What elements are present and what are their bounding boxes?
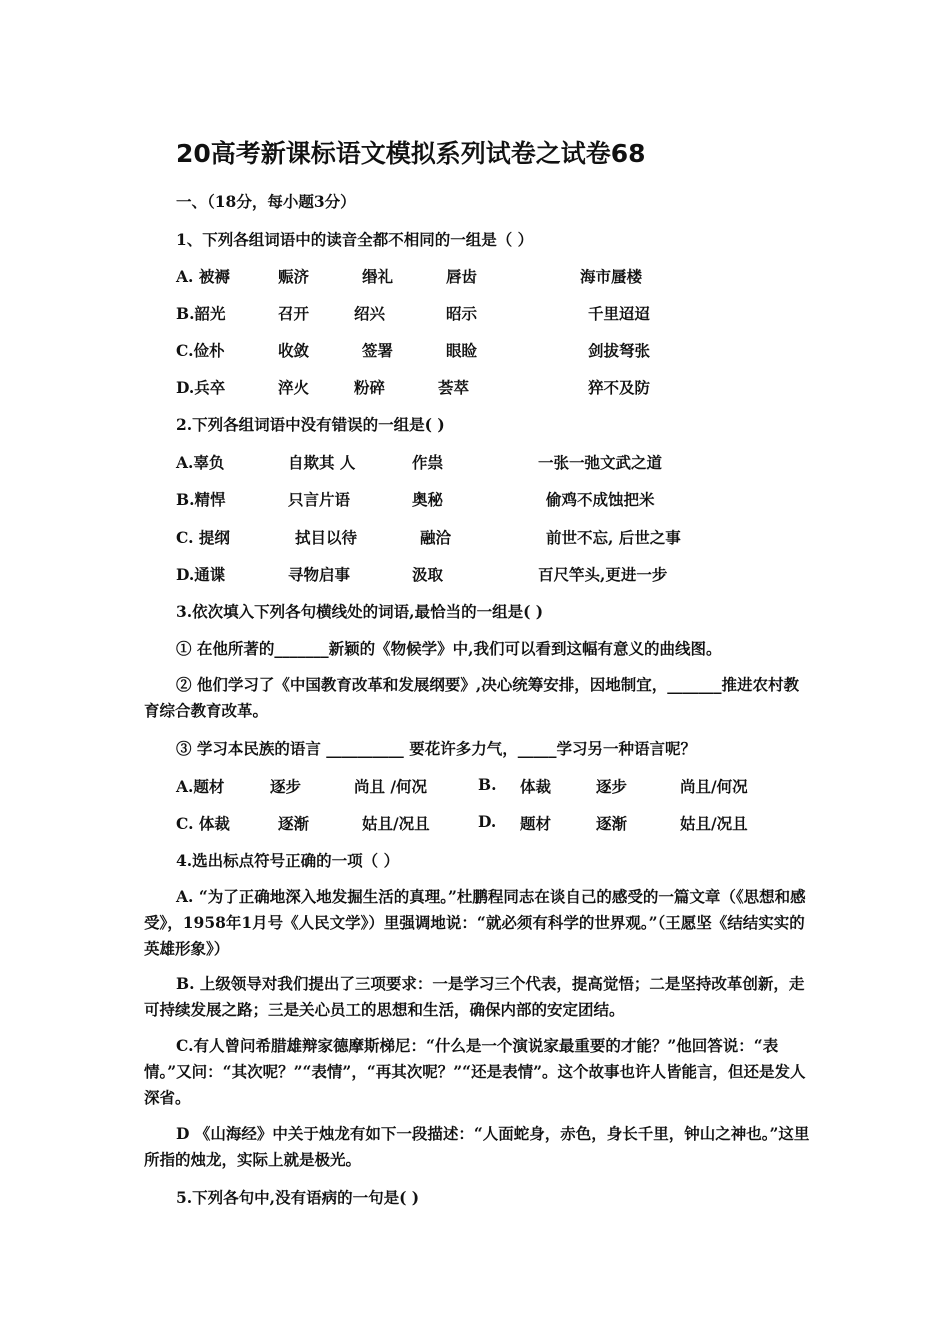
option-cell: A. 被褥 [176, 267, 230, 286]
q4-stem: 4.选出标点符号正确的一项（ ） [176, 851, 400, 870]
option-cell: 赈济 [278, 267, 310, 286]
option-cell: D.兵卒 [176, 378, 226, 397]
option-cell: C. 体裁 [176, 814, 230, 833]
option-cell: B. [478, 775, 497, 794]
option-cell: 逐步 [596, 777, 628, 796]
option-cell: 只言片语 [288, 490, 351, 509]
q3-sentence-2: ② 他们学习了《中国教育改革和发展纲要》,决心统筹安排，因地制宜，_______推进农村教育综合教育改革。 [144, 675, 800, 720]
page-title: 20高考新课标语文模拟系列试卷之试卷68 [176, 139, 646, 168]
option-cell: 昭示 [446, 304, 478, 323]
option-cell: B.精悍 [176, 490, 226, 509]
option-cell: 寻物启事 [288, 565, 351, 584]
option-cell: 偷鸡不成蚀把米 [546, 490, 655, 509]
option-cell: 姑且/况且 [362, 814, 430, 833]
q4-option-c: C.有人曾问希腊雄辩家德摩斯梯尼：“什么是一个演说家最重要的才能？”他回答说：“表情。”又问：“其次呢？”“表情”，“再其次呢？”“还是表情”。这个故事也许人皆能言，但还是发人深省。 [144, 1036, 806, 1107]
option-cell: 签署 [362, 341, 394, 360]
option-cell: 千里迢迢 [588, 304, 651, 323]
option-cell: 剑拔弩张 [588, 341, 651, 360]
q3-stem: 3.依次填入下列各句横线处的词语,最恰当的一组是( ) [176, 602, 544, 621]
option-cell: 尚且/何况 [680, 777, 748, 796]
option-cell: 前世不忘, 后世之事 [546, 528, 681, 547]
option-cell: 题材 [520, 814, 552, 833]
option-cell: C.俭朴 [176, 341, 225, 360]
section-heading: 一、（18分，每小题3分） [176, 192, 356, 211]
option-cell: 眼睑 [446, 341, 478, 360]
option-cell: 百尺竿头,更进一步 [538, 565, 668, 584]
option-cell: 缗礼 [362, 267, 394, 286]
option-cell: 汲取 [412, 565, 444, 584]
option-cell: 召开 [278, 304, 310, 323]
option-cell: 海市蜃楼 [580, 267, 643, 286]
q1-stem: 1、下列各组词语中的读音全都不相同的一组是（ ） [176, 230, 534, 249]
option-cell: 一张一弛文武之道 [538, 453, 663, 472]
option-cell: 奥秘 [412, 490, 444, 509]
option-cell: 猝不及防 [588, 378, 651, 397]
option-cell: 融洽 [420, 528, 452, 547]
option-cell: D.通谍 [176, 565, 226, 584]
option-cell: B.韶光 [176, 304, 226, 323]
option-cell: 体裁 [520, 777, 552, 796]
q5-stem: 5.下列各句中,没有语病的一句是( ) [176, 1188, 420, 1207]
option-cell: 逐渐 [278, 814, 310, 833]
option-cell: 绍兴 [354, 304, 386, 323]
option-cell: 逐渐 [596, 814, 628, 833]
option-cell: 淬火 [278, 378, 310, 397]
option-cell: 姑且/况且 [680, 814, 748, 833]
option-cell: 作祟 [412, 453, 444, 472]
option-cell: A.辜负 [176, 453, 225, 472]
q3-sentence-1: ① 在他所著的_______新颖的《物候学》中,我们可以看到这幅有意义的曲线图。 [176, 639, 722, 658]
option-cell: 逐步 [270, 777, 302, 796]
option-cell: 尚且 /何况 [354, 777, 428, 796]
option-cell: 拭目以待 [295, 528, 358, 547]
q2-stem: 2.下列各组词语中没有错误的一组是( ) [176, 415, 445, 434]
option-cell: D. [478, 812, 497, 831]
option-cell: C. 提纲 [176, 528, 230, 547]
option-cell: 粉碎 [354, 378, 386, 397]
option-cell: 荟萃 [438, 378, 470, 397]
option-cell: 收敛 [278, 341, 310, 360]
q4-option-a: A. “为了正确地深入地发掘生活的真理。”杜鹏程同志在谈自己的感受的一篇文章（《思想和感受》，1958年1月号《人民文学》）里强调地说：“就必须有科学的世界观。”（王愿坚《结结实实的英雄形象》） [144, 887, 806, 958]
q4-option-d: D 《山海经》中关于烛龙有如下一段描述：“人面蛇身，赤色，身长千里，钟山之神也。”这里所指的烛龙，实际上就是极光。 [144, 1124, 810, 1169]
q3-sentence-3: ③ 学习本民族的语言 __________ 要花许多力气，_____学习另一种语言呢？ [176, 739, 696, 758]
option-cell: 唇齿 [446, 267, 478, 286]
option-cell: 自欺其 人 [288, 453, 356, 472]
q4-option-b: B. 上级领导对我们提出了三项要求：一是学习三个代表，提高觉悟；二是坚持改革创新，走可持续发展之路；三是关心员工的思想和生活，确保内部的安定团结。 [144, 974, 805, 1019]
option-cell: A.题材 [176, 777, 225, 796]
